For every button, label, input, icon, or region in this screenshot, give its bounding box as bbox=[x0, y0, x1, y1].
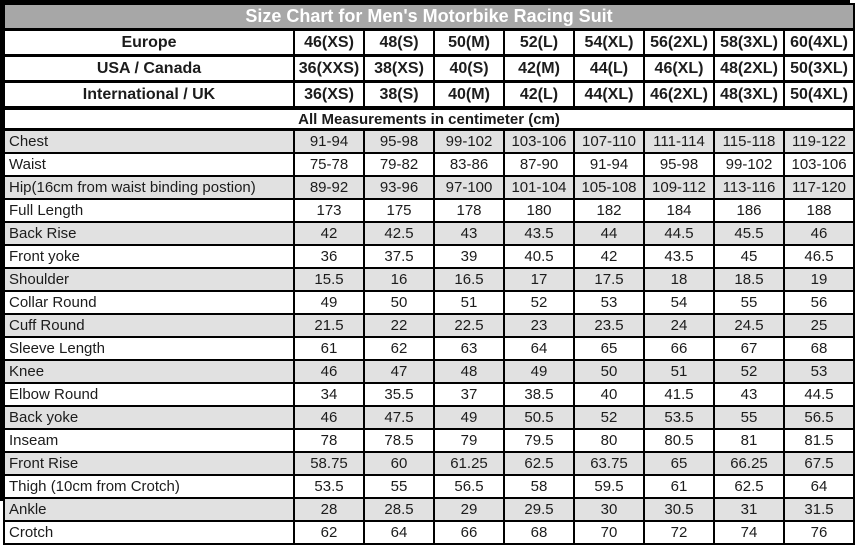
value-cell: 45.5 bbox=[714, 222, 784, 245]
value-cell: 19 bbox=[784, 268, 854, 291]
value-cell: 48 bbox=[434, 360, 504, 383]
value-cell: 99-102 bbox=[714, 153, 784, 176]
value-cell: 37.5 bbox=[364, 245, 434, 268]
value-cell: 51 bbox=[644, 360, 714, 383]
value-cell: 42 bbox=[574, 245, 644, 268]
value-cell: 105-108 bbox=[574, 176, 644, 199]
size-row bbox=[4, 30, 854, 56]
value-cell: 44(XL) bbox=[574, 82, 644, 109]
measure-row-label: Cuff Round bbox=[4, 314, 294, 337]
unit-note-section bbox=[4, 108, 854, 130]
value-cell: 68 bbox=[784, 337, 854, 360]
value-cell: 66.25 bbox=[714, 452, 784, 475]
value-cell: 101-104 bbox=[504, 176, 574, 199]
value-cell: 62.5 bbox=[714, 475, 784, 498]
value-cell: 46 bbox=[294, 406, 364, 429]
value-cell: 78.5 bbox=[364, 429, 434, 452]
measure-row-label: Full Length bbox=[4, 199, 294, 222]
value-cell: 34 bbox=[294, 383, 364, 406]
measure-row bbox=[4, 360, 854, 383]
measure-row-label: Inseam bbox=[4, 429, 294, 452]
value-cell: 55 bbox=[714, 291, 784, 314]
value-cell: 76 bbox=[784, 521, 854, 544]
value-cell: 38(XS) bbox=[364, 56, 434, 82]
measure-row bbox=[4, 452, 854, 475]
measure-row-label: Front Rise bbox=[4, 452, 294, 475]
value-cell: 53 bbox=[574, 291, 644, 314]
unit-note: All Measurements in centimeter (cm) bbox=[4, 108, 854, 130]
value-cell: 54(XL) bbox=[574, 30, 644, 56]
value-cell: 60 bbox=[364, 452, 434, 475]
value-cell: 68 bbox=[504, 521, 574, 544]
value-cell: 58 bbox=[504, 475, 574, 498]
value-cell: 53.5 bbox=[644, 406, 714, 429]
value-cell: 15.5 bbox=[294, 268, 364, 291]
value-cell: 53.5 bbox=[294, 475, 364, 498]
value-cell: 188 bbox=[784, 199, 854, 222]
value-cell: 40(S) bbox=[434, 56, 504, 82]
value-cell: 54 bbox=[644, 291, 714, 314]
value-cell: 80.5 bbox=[644, 429, 714, 452]
size-row-label: USA / Canada bbox=[4, 56, 294, 82]
value-cell: 28.5 bbox=[364, 498, 434, 521]
value-cell: 87-90 bbox=[504, 153, 574, 176]
value-cell: 63.75 bbox=[574, 452, 644, 475]
measure-row bbox=[4, 130, 854, 154]
value-cell: 107-110 bbox=[574, 130, 644, 154]
value-cell: 22.5 bbox=[434, 314, 504, 337]
value-cell: 36 bbox=[294, 245, 364, 268]
value-cell: 119-122 bbox=[784, 130, 854, 154]
value-cell: 28 bbox=[294, 498, 364, 521]
value-cell: 18.5 bbox=[714, 268, 784, 291]
value-cell: 41.5 bbox=[644, 383, 714, 406]
measure-row-label: Chest bbox=[4, 130, 294, 154]
value-cell: 79.5 bbox=[504, 429, 574, 452]
value-cell: 43.5 bbox=[644, 245, 714, 268]
value-cell: 30.5 bbox=[644, 498, 714, 521]
value-cell: 99-102 bbox=[434, 130, 504, 154]
value-cell: 48(S) bbox=[364, 30, 434, 56]
value-cell: 66 bbox=[644, 337, 714, 360]
value-cell: 50 bbox=[364, 291, 434, 314]
value-cell: 109-112 bbox=[644, 176, 714, 199]
measure-row bbox=[4, 429, 854, 452]
size-row-label: International / UK bbox=[4, 82, 294, 109]
value-cell: 42 bbox=[294, 222, 364, 245]
value-cell: 44.5 bbox=[644, 222, 714, 245]
value-cell: 61.25 bbox=[434, 452, 504, 475]
measure-row-label: Knee bbox=[4, 360, 294, 383]
value-cell: 53 bbox=[784, 360, 854, 383]
value-cell: 117-120 bbox=[784, 176, 854, 199]
measure-row bbox=[4, 498, 854, 521]
value-cell: 38.5 bbox=[504, 383, 574, 406]
value-cell: 65 bbox=[574, 337, 644, 360]
value-cell: 175 bbox=[364, 199, 434, 222]
value-cell: 182 bbox=[574, 199, 644, 222]
value-cell: 56(2XL) bbox=[644, 30, 714, 56]
value-cell: 61 bbox=[644, 475, 714, 498]
value-cell: 64 bbox=[784, 475, 854, 498]
value-cell: 47 bbox=[364, 360, 434, 383]
value-cell: 79 bbox=[434, 429, 504, 452]
measure-row bbox=[4, 291, 854, 314]
measure-row-label: Waist bbox=[4, 153, 294, 176]
value-cell: 48(3XL) bbox=[714, 82, 784, 109]
value-cell: 58.75 bbox=[294, 452, 364, 475]
value-cell: 50 bbox=[574, 360, 644, 383]
value-cell: 52(L) bbox=[504, 30, 574, 56]
value-cell: 40.5 bbox=[504, 245, 574, 268]
value-cell: 50(M) bbox=[434, 30, 504, 56]
value-cell: 51 bbox=[434, 291, 504, 314]
value-cell: 40 bbox=[574, 383, 644, 406]
value-cell: 36(XS) bbox=[294, 82, 364, 109]
value-cell: 44.5 bbox=[784, 383, 854, 406]
value-cell: 38(S) bbox=[364, 82, 434, 109]
value-cell: 56.5 bbox=[434, 475, 504, 498]
value-cell: 46 bbox=[784, 222, 854, 245]
measure-row bbox=[4, 199, 854, 222]
measure-row bbox=[4, 314, 854, 337]
value-cell: 24 bbox=[644, 314, 714, 337]
value-cell: 44 bbox=[574, 222, 644, 245]
value-cell: 37 bbox=[434, 383, 504, 406]
value-cell: 45 bbox=[714, 245, 784, 268]
value-cell: 59.5 bbox=[574, 475, 644, 498]
value-cell: 31.5 bbox=[784, 498, 854, 521]
measure-row-label: Crotch bbox=[4, 521, 294, 544]
measure-row-label: Hip(16cm from waist binding postion) bbox=[4, 176, 294, 199]
size-chart-table bbox=[3, 3, 855, 545]
value-cell: 75-78 bbox=[294, 153, 364, 176]
size-row bbox=[4, 82, 854, 109]
value-cell: 67 bbox=[714, 337, 784, 360]
value-cell: 39 bbox=[434, 245, 504, 268]
measure-row-label: Ankle bbox=[4, 498, 294, 521]
value-cell: 23 bbox=[504, 314, 574, 337]
value-cell: 50(4XL) bbox=[784, 82, 854, 109]
value-cell: 50.5 bbox=[504, 406, 574, 429]
value-cell: 80 bbox=[574, 429, 644, 452]
value-cell: 74 bbox=[714, 521, 784, 544]
value-cell: 95-98 bbox=[644, 153, 714, 176]
value-cell: 62.5 bbox=[504, 452, 574, 475]
value-cell: 29.5 bbox=[504, 498, 574, 521]
value-cell: 23.5 bbox=[574, 314, 644, 337]
size-header-rows bbox=[4, 30, 854, 109]
chart-title: Size Chart for Men's Motorbike Racing Suit bbox=[4, 4, 854, 30]
size-row-label: Europe bbox=[4, 30, 294, 56]
value-cell: 93-96 bbox=[364, 176, 434, 199]
value-cell: 44(L) bbox=[574, 56, 644, 82]
measure-row-label: Back Rise bbox=[4, 222, 294, 245]
value-cell: 52 bbox=[574, 406, 644, 429]
value-cell: 97-100 bbox=[434, 176, 504, 199]
value-cell: 56 bbox=[784, 291, 854, 314]
value-cell: 46.5 bbox=[784, 245, 854, 268]
value-cell: 103-106 bbox=[784, 153, 854, 176]
value-cell: 89-92 bbox=[294, 176, 364, 199]
value-cell: 48(2XL) bbox=[714, 56, 784, 82]
value-cell: 47.5 bbox=[364, 406, 434, 429]
value-cell: 64 bbox=[504, 337, 574, 360]
value-cell: 180 bbox=[504, 199, 574, 222]
value-cell: 173 bbox=[294, 199, 364, 222]
value-cell: 67.5 bbox=[784, 452, 854, 475]
value-cell: 52 bbox=[714, 360, 784, 383]
measurement-rows bbox=[4, 130, 854, 545]
value-cell: 61 bbox=[294, 337, 364, 360]
measure-row bbox=[4, 475, 854, 498]
value-cell: 55 bbox=[364, 475, 434, 498]
value-cell: 83-86 bbox=[434, 153, 504, 176]
measure-row-label: Back yoke bbox=[4, 406, 294, 429]
value-cell: 16 bbox=[364, 268, 434, 291]
value-cell: 43 bbox=[714, 383, 784, 406]
value-cell: 40(M) bbox=[434, 82, 504, 109]
value-cell: 81.5 bbox=[784, 429, 854, 452]
size-row bbox=[4, 56, 854, 82]
measure-row-label: Sleeve Length bbox=[4, 337, 294, 360]
measure-row-label: Collar Round bbox=[4, 291, 294, 314]
value-cell: 16.5 bbox=[434, 268, 504, 291]
value-cell: 18 bbox=[644, 268, 714, 291]
measure-row bbox=[4, 222, 854, 245]
value-cell: 31 bbox=[714, 498, 784, 521]
title-row bbox=[4, 4, 854, 30]
value-cell: 46(2XL) bbox=[644, 82, 714, 109]
measure-row bbox=[4, 521, 854, 544]
value-cell: 81 bbox=[714, 429, 784, 452]
value-cell: 63 bbox=[434, 337, 504, 360]
measure-row bbox=[4, 245, 854, 268]
value-cell: 22 bbox=[364, 314, 434, 337]
value-cell: 79-82 bbox=[364, 153, 434, 176]
value-cell: 24.5 bbox=[714, 314, 784, 337]
measure-row bbox=[4, 176, 854, 199]
value-cell: 78 bbox=[294, 429, 364, 452]
measure-row-label: Thigh (10cm from Crotch) bbox=[4, 475, 294, 498]
value-cell: 72 bbox=[644, 521, 714, 544]
value-cell: 42.5 bbox=[364, 222, 434, 245]
value-cell: 42(L) bbox=[504, 82, 574, 109]
measure-row bbox=[4, 153, 854, 176]
measure-row-label: Shoulder bbox=[4, 268, 294, 291]
unit-note-row bbox=[4, 108, 854, 130]
value-cell: 35.5 bbox=[364, 383, 434, 406]
value-cell: 178 bbox=[434, 199, 504, 222]
value-cell: 17 bbox=[504, 268, 574, 291]
value-cell: 17.5 bbox=[574, 268, 644, 291]
value-cell: 43 bbox=[434, 222, 504, 245]
value-cell: 49 bbox=[294, 291, 364, 314]
value-cell: 21.5 bbox=[294, 314, 364, 337]
value-cell: 46(XL) bbox=[644, 56, 714, 82]
value-cell: 46 bbox=[294, 360, 364, 383]
value-cell: 55 bbox=[714, 406, 784, 429]
value-cell: 70 bbox=[574, 521, 644, 544]
value-cell: 30 bbox=[574, 498, 644, 521]
value-cell: 29 bbox=[434, 498, 504, 521]
measure-row bbox=[4, 268, 854, 291]
measure-row-label: Front yoke bbox=[4, 245, 294, 268]
measure-row-label: Elbow Round bbox=[4, 383, 294, 406]
value-cell: 43.5 bbox=[504, 222, 574, 245]
value-cell: 52 bbox=[504, 291, 574, 314]
value-cell: 66 bbox=[434, 521, 504, 544]
value-cell: 62 bbox=[294, 521, 364, 544]
measure-row bbox=[4, 406, 854, 429]
value-cell: 36(XXS) bbox=[294, 56, 364, 82]
value-cell: 50(3XL) bbox=[784, 56, 854, 82]
value-cell: 58(3XL) bbox=[714, 30, 784, 56]
value-cell: 42(M) bbox=[504, 56, 574, 82]
value-cell: 115-118 bbox=[714, 130, 784, 154]
measure-row bbox=[4, 383, 854, 406]
value-cell: 64 bbox=[364, 521, 434, 544]
value-cell: 91-94 bbox=[574, 153, 644, 176]
value-cell: 103-106 bbox=[504, 130, 574, 154]
value-cell: 113-116 bbox=[714, 176, 784, 199]
value-cell: 46(XS) bbox=[294, 30, 364, 56]
value-cell: 49 bbox=[504, 360, 574, 383]
value-cell: 95-98 bbox=[364, 130, 434, 154]
value-cell: 56.5 bbox=[784, 406, 854, 429]
value-cell: 60(4XL) bbox=[784, 30, 854, 56]
value-cell: 91-94 bbox=[294, 130, 364, 154]
value-cell: 62 bbox=[364, 337, 434, 360]
measure-row bbox=[4, 337, 854, 360]
value-cell: 25 bbox=[784, 314, 854, 337]
value-cell: 111-114 bbox=[644, 130, 714, 154]
value-cell: 186 bbox=[714, 199, 784, 222]
value-cell: 184 bbox=[644, 199, 714, 222]
value-cell: 65 bbox=[644, 452, 714, 475]
value-cell: 49 bbox=[434, 406, 504, 429]
